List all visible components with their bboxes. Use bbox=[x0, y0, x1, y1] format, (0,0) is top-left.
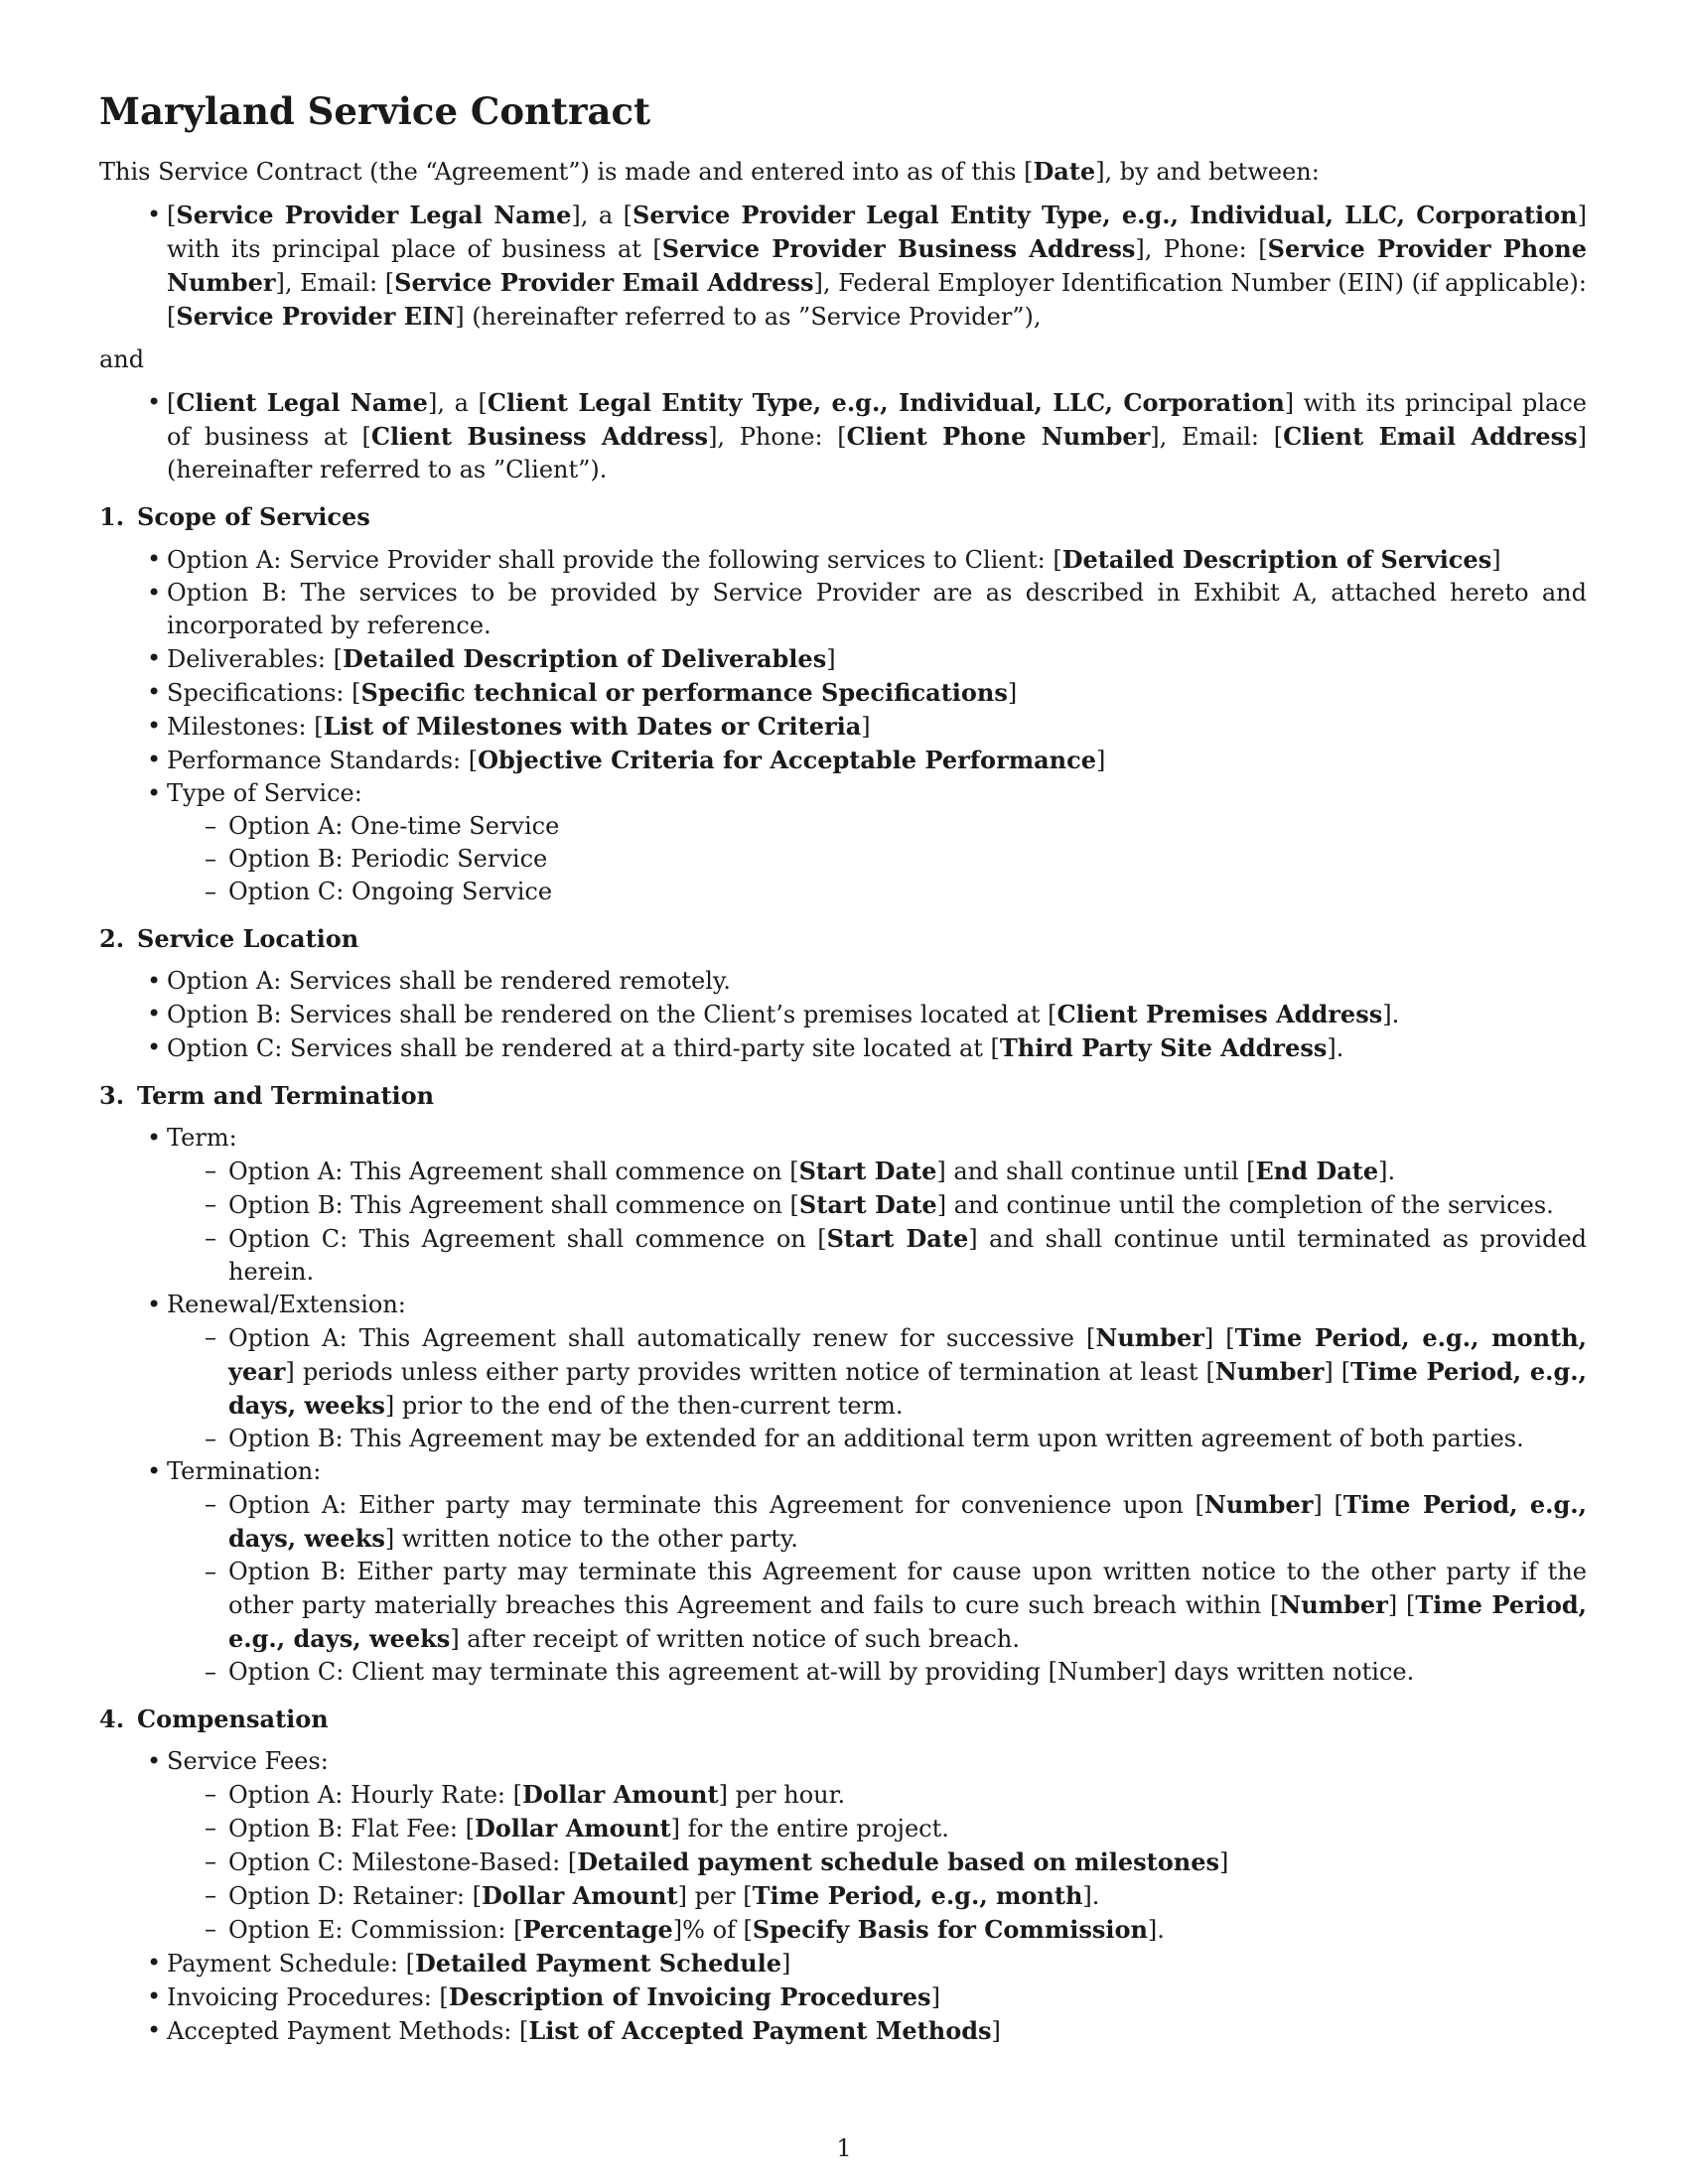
body-text: Invoicing Procedures: [ bbox=[167, 1983, 449, 2011]
body-text: ] [ bbox=[1203, 1324, 1235, 1352]
list-item bbox=[99, 998, 1587, 1031]
body-text: ] bbox=[1491, 546, 1501, 574]
list-item bbox=[99, 1122, 1587, 1289]
party-list-client bbox=[99, 386, 1587, 486]
sub-list-item bbox=[167, 1913, 1587, 1947]
placeholder-field: Client Legal Entity Type, e.g., Individual, LLC, Corporation bbox=[487, 388, 1285, 417]
placeholder-field: Service Provider EIN bbox=[176, 302, 456, 331]
placeholder-field: Detailed Description of Services bbox=[1061, 545, 1492, 574]
list-item bbox=[99, 676, 1587, 710]
body-text: Option B: Services shall be rendered on the Client’s premises located at [ bbox=[167, 1001, 1057, 1028]
body-text: ] and shall continue until terminated as provided herein. bbox=[228, 1225, 1588, 1286]
placeholder-field: Client Phone Number bbox=[846, 422, 1151, 451]
section-number: 1. bbox=[99, 502, 125, 531]
body-text: Term: bbox=[167, 1124, 237, 1152]
body-text: Option B: This Agreement may be extended for an additional term upon written agreement of both parties. bbox=[228, 1425, 1524, 1452]
body-text: ] bbox=[991, 2017, 1001, 2045]
list-item bbox=[99, 577, 1587, 642]
placeholder-field: Service Provider Legal Name bbox=[176, 201, 572, 229]
body-text: Option B: Periodic Service bbox=[228, 845, 548, 873]
sub-list-item bbox=[167, 876, 1587, 908]
placeholder-field: Time Period, e.g., month bbox=[752, 1881, 1083, 1910]
body-text: Option B: Flat Fee: [ bbox=[228, 1815, 475, 1843]
body-text: [ bbox=[167, 389, 177, 417]
body-text: ] with its principal place of business at [ bbox=[167, 202, 1588, 263]
list-item bbox=[99, 1289, 1587, 1455]
body-text: ] and continue until the completion of the services. bbox=[936, 1191, 1554, 1219]
section-number: 2. bbox=[99, 924, 125, 953]
body-text: Option A: Service Provider shall provide the following services to Client: [ bbox=[167, 546, 1062, 574]
body-text: ], Federal Employer Identification Number (EIN) (if applicable): [ bbox=[167, 269, 1588, 331]
section-heading bbox=[99, 1079, 1587, 1112]
placeholder-field: List of Milestones with Dates or Criteria bbox=[323, 712, 862, 741]
body-text: Service Fees: bbox=[167, 1747, 329, 1775]
list-item bbox=[99, 1745, 1587, 1947]
sub-item-list bbox=[167, 1778, 1587, 1947]
body-text: ]. bbox=[1378, 1158, 1396, 1185]
body-text: ] bbox=[930, 1983, 940, 2011]
placeholder-field: Number bbox=[1214, 1357, 1325, 1386]
body-text: Option C: Services shall be rendered at a third-party site located at [ bbox=[167, 1034, 1000, 1062]
body-text: Option A: Hourly Rate: [ bbox=[228, 1781, 522, 1809]
placeholder-field: Dollar Amount bbox=[474, 1814, 671, 1843]
section-heading bbox=[99, 922, 1587, 955]
intro-paragraph bbox=[99, 155, 1587, 189]
body-text: [ bbox=[167, 202, 177, 229]
body-text: ]. bbox=[1147, 1916, 1165, 1944]
sub-list-item bbox=[167, 1556, 1587, 1656]
body-text: Option A: This Agreement shall commence on [ bbox=[228, 1158, 799, 1185]
body-text: ] prior to the end of the then-current term. bbox=[384, 1392, 904, 1420]
body-text: Renewal/Extension: bbox=[167, 1291, 406, 1318]
section-title: Service Location bbox=[137, 924, 359, 953]
page-number: 1 bbox=[836, 2134, 852, 2162]
placeholder-field: Third Party Site Address bbox=[999, 1033, 1328, 1062]
sub-list-item bbox=[167, 1812, 1587, 1845]
placeholder-field: Dollar Amount bbox=[481, 1881, 678, 1910]
section-title: Scope of Services bbox=[137, 502, 370, 531]
placeholder-field: Client Email Address bbox=[1283, 422, 1578, 451]
body-text: ], Phone: [ bbox=[1135, 235, 1268, 263]
contract-section bbox=[99, 1703, 1587, 2048]
contract-section bbox=[99, 922, 1587, 1065]
body-text: Specifications: [ bbox=[167, 679, 361, 707]
body-text: ] with its principal place of business at [ bbox=[167, 389, 1588, 451]
placeholder-field: Client Business Address bbox=[370, 422, 709, 451]
body-text: Option A: Services shall be rendered remotely. bbox=[167, 967, 731, 995]
sub-list-item bbox=[167, 1155, 1587, 1188]
sub-list-item bbox=[167, 843, 1587, 876]
list-item bbox=[99, 965, 1587, 998]
body-text: ] after receipt of written notice of such breach. bbox=[450, 1625, 1020, 1653]
party-list-provider bbox=[99, 199, 1587, 334]
list-item bbox=[99, 1455, 1587, 1689]
body-text: ] per [ bbox=[677, 1882, 753, 1910]
sub-list-item bbox=[167, 1321, 1587, 1423]
body-text: ], a [ bbox=[427, 389, 488, 417]
sub-list-item bbox=[167, 1656, 1587, 1689]
placeholder-field: Number bbox=[1095, 1323, 1204, 1352]
section-title: Compensation bbox=[137, 1705, 329, 1733]
body-text: Milestones: [ bbox=[167, 713, 324, 741]
placeholder-field: Specify Basis for Commission bbox=[752, 1915, 1148, 1944]
body-text: Payment Schedule: [ bbox=[167, 1950, 415, 1978]
body-text: ] [ bbox=[1313, 1491, 1343, 1519]
placeholder-field: Time Period, e.g., days, weeks bbox=[228, 1490, 1588, 1553]
sub-item-list bbox=[167, 1488, 1587, 1689]
section-item-list bbox=[99, 965, 1587, 1065]
sub-item-list bbox=[167, 1155, 1587, 1289]
contract-section bbox=[99, 500, 1587, 908]
body-text: Type of Service: bbox=[167, 779, 362, 807]
body-text: ], Phone: [ bbox=[708, 423, 847, 451]
placeholder-field: Specific technical or performance Specifications bbox=[360, 678, 1008, 707]
body-text: ], a [ bbox=[571, 202, 633, 229]
body-text: This Service Contract (the “Agreement”) is made and entered into as of this [ bbox=[99, 158, 1034, 186]
body-text: Option A: Either party may terminate this Agreement for convenience upon [ bbox=[228, 1491, 1204, 1519]
placeholder-field: Description of Invoicing Procedures bbox=[448, 1982, 931, 2011]
sub-item-list bbox=[167, 810, 1587, 908]
list-item bbox=[99, 710, 1587, 744]
placeholder-field: Dollar Amount bbox=[521, 1780, 719, 1809]
body-text: ] (hereinafter referred to as ”Service Provider”), bbox=[455, 303, 1042, 331]
placeholder-field: Objective Criteria for Acceptable Performance bbox=[478, 746, 1096, 774]
body-text: ] for the entire project. bbox=[670, 1815, 949, 1843]
placeholder-field: Service Provider Business Address bbox=[661, 234, 1136, 263]
section-number: 4. bbox=[99, 1705, 125, 1733]
contract-sections bbox=[99, 500, 1587, 2048]
sub-list-item bbox=[167, 1879, 1587, 1913]
body-text: Termination: bbox=[167, 1457, 322, 1485]
placeholder-field: Detailed Payment Schedule bbox=[414, 1949, 782, 1978]
contract-section bbox=[99, 1079, 1587, 1689]
body-text: Option A: One-time Service bbox=[228, 812, 560, 840]
body-text: Deliverables: [ bbox=[167, 645, 343, 673]
body-text: ] bbox=[1219, 1848, 1229, 1876]
placeholder-field: Number bbox=[1203, 1490, 1314, 1519]
body-text: ] bbox=[1007, 679, 1018, 707]
section-number: 3. bbox=[99, 1081, 125, 1110]
sub-list-item bbox=[167, 1222, 1587, 1289]
body-text: ], Email: [ bbox=[1150, 423, 1284, 451]
list-item bbox=[99, 1980, 1587, 2014]
section-heading bbox=[99, 1703, 1587, 1735]
body-text: Option B: Either party may terminate this Agreement for cause upon written notice to the other party if the other party materially breaches this Agreement and fails to cure such breach within [ bbox=[228, 1558, 1587, 1619]
placeholder-field: Service Provider Email Address bbox=[394, 268, 814, 297]
body-text: Option E: Commission: [ bbox=[228, 1916, 523, 1944]
body-text: ], by and between: bbox=[1095, 158, 1320, 186]
placeholder-field: Time Period, e.g., days, weeks bbox=[228, 1357, 1588, 1420]
body-text: ] [ bbox=[1324, 1358, 1351, 1386]
list-item bbox=[99, 1031, 1587, 1065]
body-text: ] (hereinafter referred to as ”Client”). bbox=[167, 423, 1588, 483]
placeholder-field: Client Premises Address bbox=[1056, 1000, 1383, 1028]
sub-list-item bbox=[167, 1188, 1587, 1222]
body-text: Accepted Payment Methods: [ bbox=[167, 2017, 529, 2045]
body-text: ]. bbox=[1382, 1001, 1400, 1028]
party-item bbox=[99, 199, 1587, 334]
body-text: Option C: Milestone-Based: [ bbox=[228, 1848, 578, 1876]
placeholder-field: Service Provider Phone Number bbox=[167, 234, 1587, 297]
sub-list-item bbox=[167, 1778, 1587, 1812]
body-text: Option B: This Agreement shall commence on [ bbox=[228, 1191, 799, 1219]
sub-list-item bbox=[167, 1423, 1587, 1455]
placeholder-field: Start Date bbox=[826, 1224, 969, 1253]
body-text: ]. bbox=[1082, 1882, 1100, 1910]
list-item bbox=[99, 1947, 1587, 1980]
body-text: ] periods unless either party provides written notice of termination at least [ bbox=[285, 1358, 1215, 1386]
list-item bbox=[99, 642, 1587, 676]
body-text: ] bbox=[826, 645, 836, 673]
sub-list-item bbox=[167, 1845, 1587, 1879]
body-text: Option A: This Agreement shall automatically renew for successive [ bbox=[228, 1324, 1096, 1352]
body-text: Option B: The services to be provided by Service Provider are as described in Exhibit A, attached hereto and incorporated by reference. bbox=[167, 579, 1587, 639]
placeholder-field: Number bbox=[1279, 1590, 1388, 1619]
body-text: ] per hour. bbox=[718, 1781, 846, 1809]
list-item bbox=[99, 543, 1587, 577]
placeholder-field: Start Date bbox=[798, 1157, 937, 1185]
and-connector: and bbox=[99, 345, 145, 373]
placeholder-field: Client Legal Name bbox=[176, 388, 428, 417]
placeholder-field: Service Provider Legal Entity Type, e.g., Individual, LLC, Corporation bbox=[633, 201, 1578, 229]
body-text: ] bbox=[781, 1950, 791, 1978]
placeholder-field: Time Period, e.g., month, year bbox=[228, 1323, 1587, 1386]
body-text: ]. bbox=[1327, 1034, 1344, 1062]
placeholder-field: Percentage bbox=[522, 1915, 673, 1944]
section-item-list bbox=[99, 1745, 1587, 2048]
placeholder-field: Time Period, e.g., days, weeks bbox=[228, 1590, 1587, 1653]
placeholder-field: Detailed Description of Deliverables bbox=[342, 644, 827, 673]
section-title: Term and Termination bbox=[137, 1081, 435, 1110]
body-text: Option C: Client may terminate this agreement at-will by providing [Number] days written notice. bbox=[228, 1658, 1415, 1686]
placeholder-field: List of Accepted Payment Methods bbox=[528, 2016, 992, 2045]
list-item bbox=[99, 744, 1587, 777]
placeholder-field: Detailed payment schedule based on milestones bbox=[577, 1847, 1219, 1876]
sub-list-item bbox=[167, 1488, 1587, 1556]
section-item-list bbox=[99, 1122, 1587, 1689]
document-title: Maryland Service Contract bbox=[99, 89, 651, 133]
list-item bbox=[99, 777, 1587, 908]
body-text: Option C: Ongoing Service bbox=[228, 878, 553, 905]
placeholder-field: Date bbox=[1033, 157, 1096, 186]
body-text: ] and shall continue until [ bbox=[936, 1158, 1256, 1185]
section-heading bbox=[99, 500, 1587, 533]
body-text: ] written notice to the other party. bbox=[384, 1525, 798, 1553]
sub-item-list bbox=[167, 1321, 1587, 1455]
party-item bbox=[99, 386, 1587, 486]
body-text: ] bbox=[1095, 747, 1106, 774]
section-item-list bbox=[99, 543, 1587, 908]
body-text: Performance Standards: [ bbox=[167, 747, 479, 774]
body-text: Option D: Retainer: [ bbox=[228, 1882, 482, 1910]
body-text: ] [ bbox=[1387, 1591, 1416, 1619]
placeholder-field: Start Date bbox=[798, 1190, 937, 1219]
body-text: ] bbox=[861, 713, 871, 741]
body-text: ]% of [ bbox=[672, 1916, 753, 1944]
body-text: Option C: This Agreement shall commence on [ bbox=[228, 1225, 827, 1253]
placeholder-field: End Date bbox=[1255, 1157, 1379, 1185]
body-text: ], Email: [ bbox=[275, 269, 395, 297]
list-item bbox=[99, 2014, 1587, 2048]
sub-list-item bbox=[167, 810, 1587, 843]
